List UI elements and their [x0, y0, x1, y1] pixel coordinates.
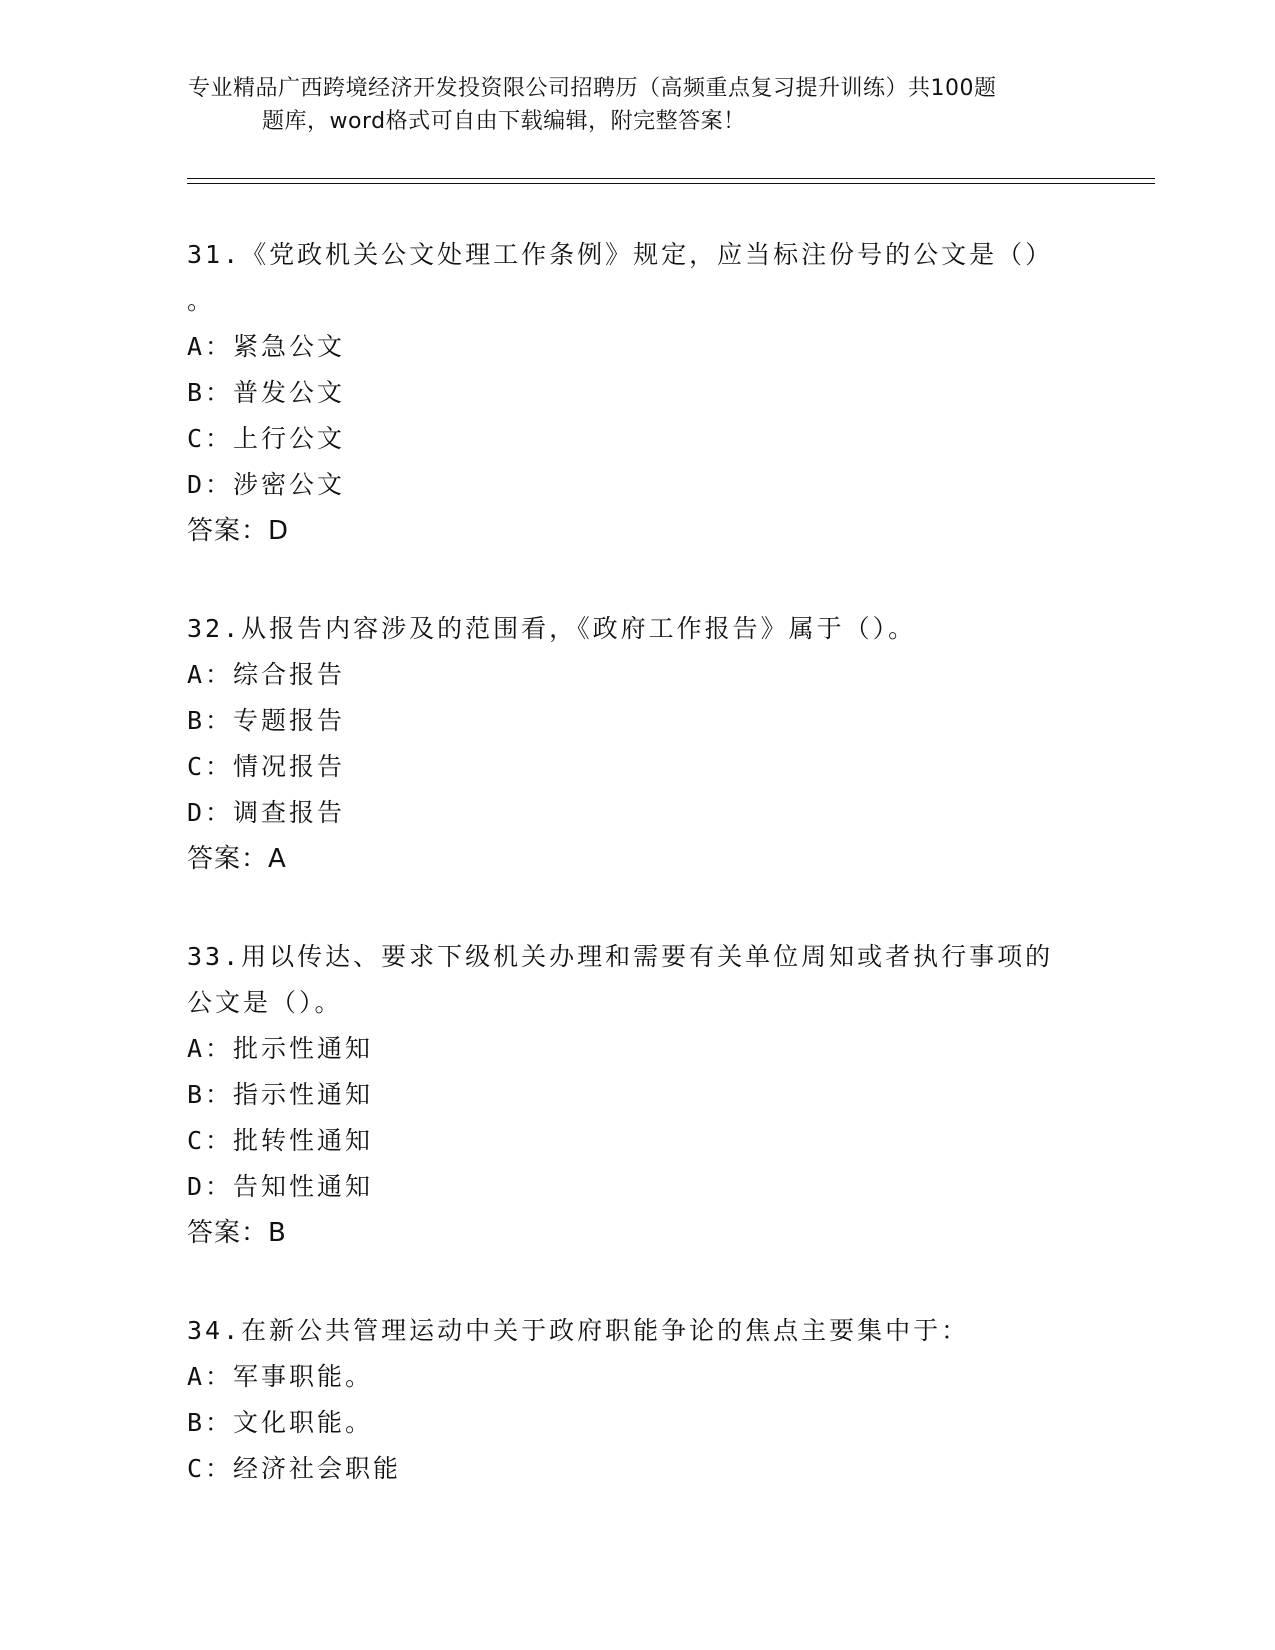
option-c: C：上行公文 — [187, 424, 346, 453]
header-title-line-1: 专业精品广西跨境经济开发投资限公司招聘历（高频重点复习提升训练）共100题 — [188, 76, 997, 101]
option-d: D：涉密公文 — [187, 470, 346, 499]
question-31 — [187, 232, 1087, 554]
header-divider-top — [187, 178, 1155, 179]
option-b: B：普发公文 — [187, 378, 346, 407]
question-32 — [187, 606, 1087, 882]
question-stem — [187, 1308, 1087, 1354]
option-b: B：指示性通知 — [187, 1080, 374, 1109]
question-34 — [187, 1308, 1087, 1492]
question-stem-line-2: 。 — [187, 286, 216, 315]
option-a: A：紧急公文 — [187, 332, 346, 361]
option-a: A：军事职能。 — [187, 1362, 374, 1391]
question-stem-line-1: 33.用以传达、要求下级机关办理和需要有关单位周知或者执行事项的 — [187, 942, 1054, 971]
question-33 — [187, 934, 1087, 1256]
option-b: B：专题报告 — [187, 706, 346, 735]
option-a: A：综合报告 — [187, 660, 346, 689]
answer-label: 答案：D — [187, 516, 290, 546]
question-stem-line-1: 32.从报告内容涉及的范围看，《政府工作报告》属于（）。 — [187, 614, 917, 643]
answer-label: 答案：B — [187, 1218, 287, 1248]
header-divider-bottom — [187, 183, 1155, 184]
question-stem-line-1: 31.《党政机关公文处理工作条例》规定，应当标注份号的公文是（） — [187, 240, 1054, 269]
option-b: B：文化职能。 — [187, 1408, 374, 1437]
header-title-line-2: 题库，word格式可自由下载编辑，附完整答案！ — [262, 109, 746, 134]
option-c: C：批转性通知 — [187, 1126, 374, 1155]
document-header — [188, 72, 1088, 138]
question-stem — [187, 934, 1087, 1026]
question-stem — [187, 606, 1087, 652]
question-list — [187, 232, 1087, 1544]
option-c: C：经济社会职能 — [187, 1454, 402, 1483]
option-d: D：告知性通知 — [187, 1172, 374, 1201]
answer-label: 答案：A — [187, 844, 287, 874]
option-d: D：调查报告 — [187, 798, 346, 827]
question-stem-line-1: 34.在新公共管理运动中关于政府职能争论的焦点主要集中于： — [187, 1316, 970, 1345]
question-stem — [187, 232, 1087, 324]
option-c: C：情况报告 — [187, 752, 346, 781]
option-a: A：批示性通知 — [187, 1034, 374, 1063]
question-stem-line-2: 公文是（）。 — [187, 988, 343, 1017]
